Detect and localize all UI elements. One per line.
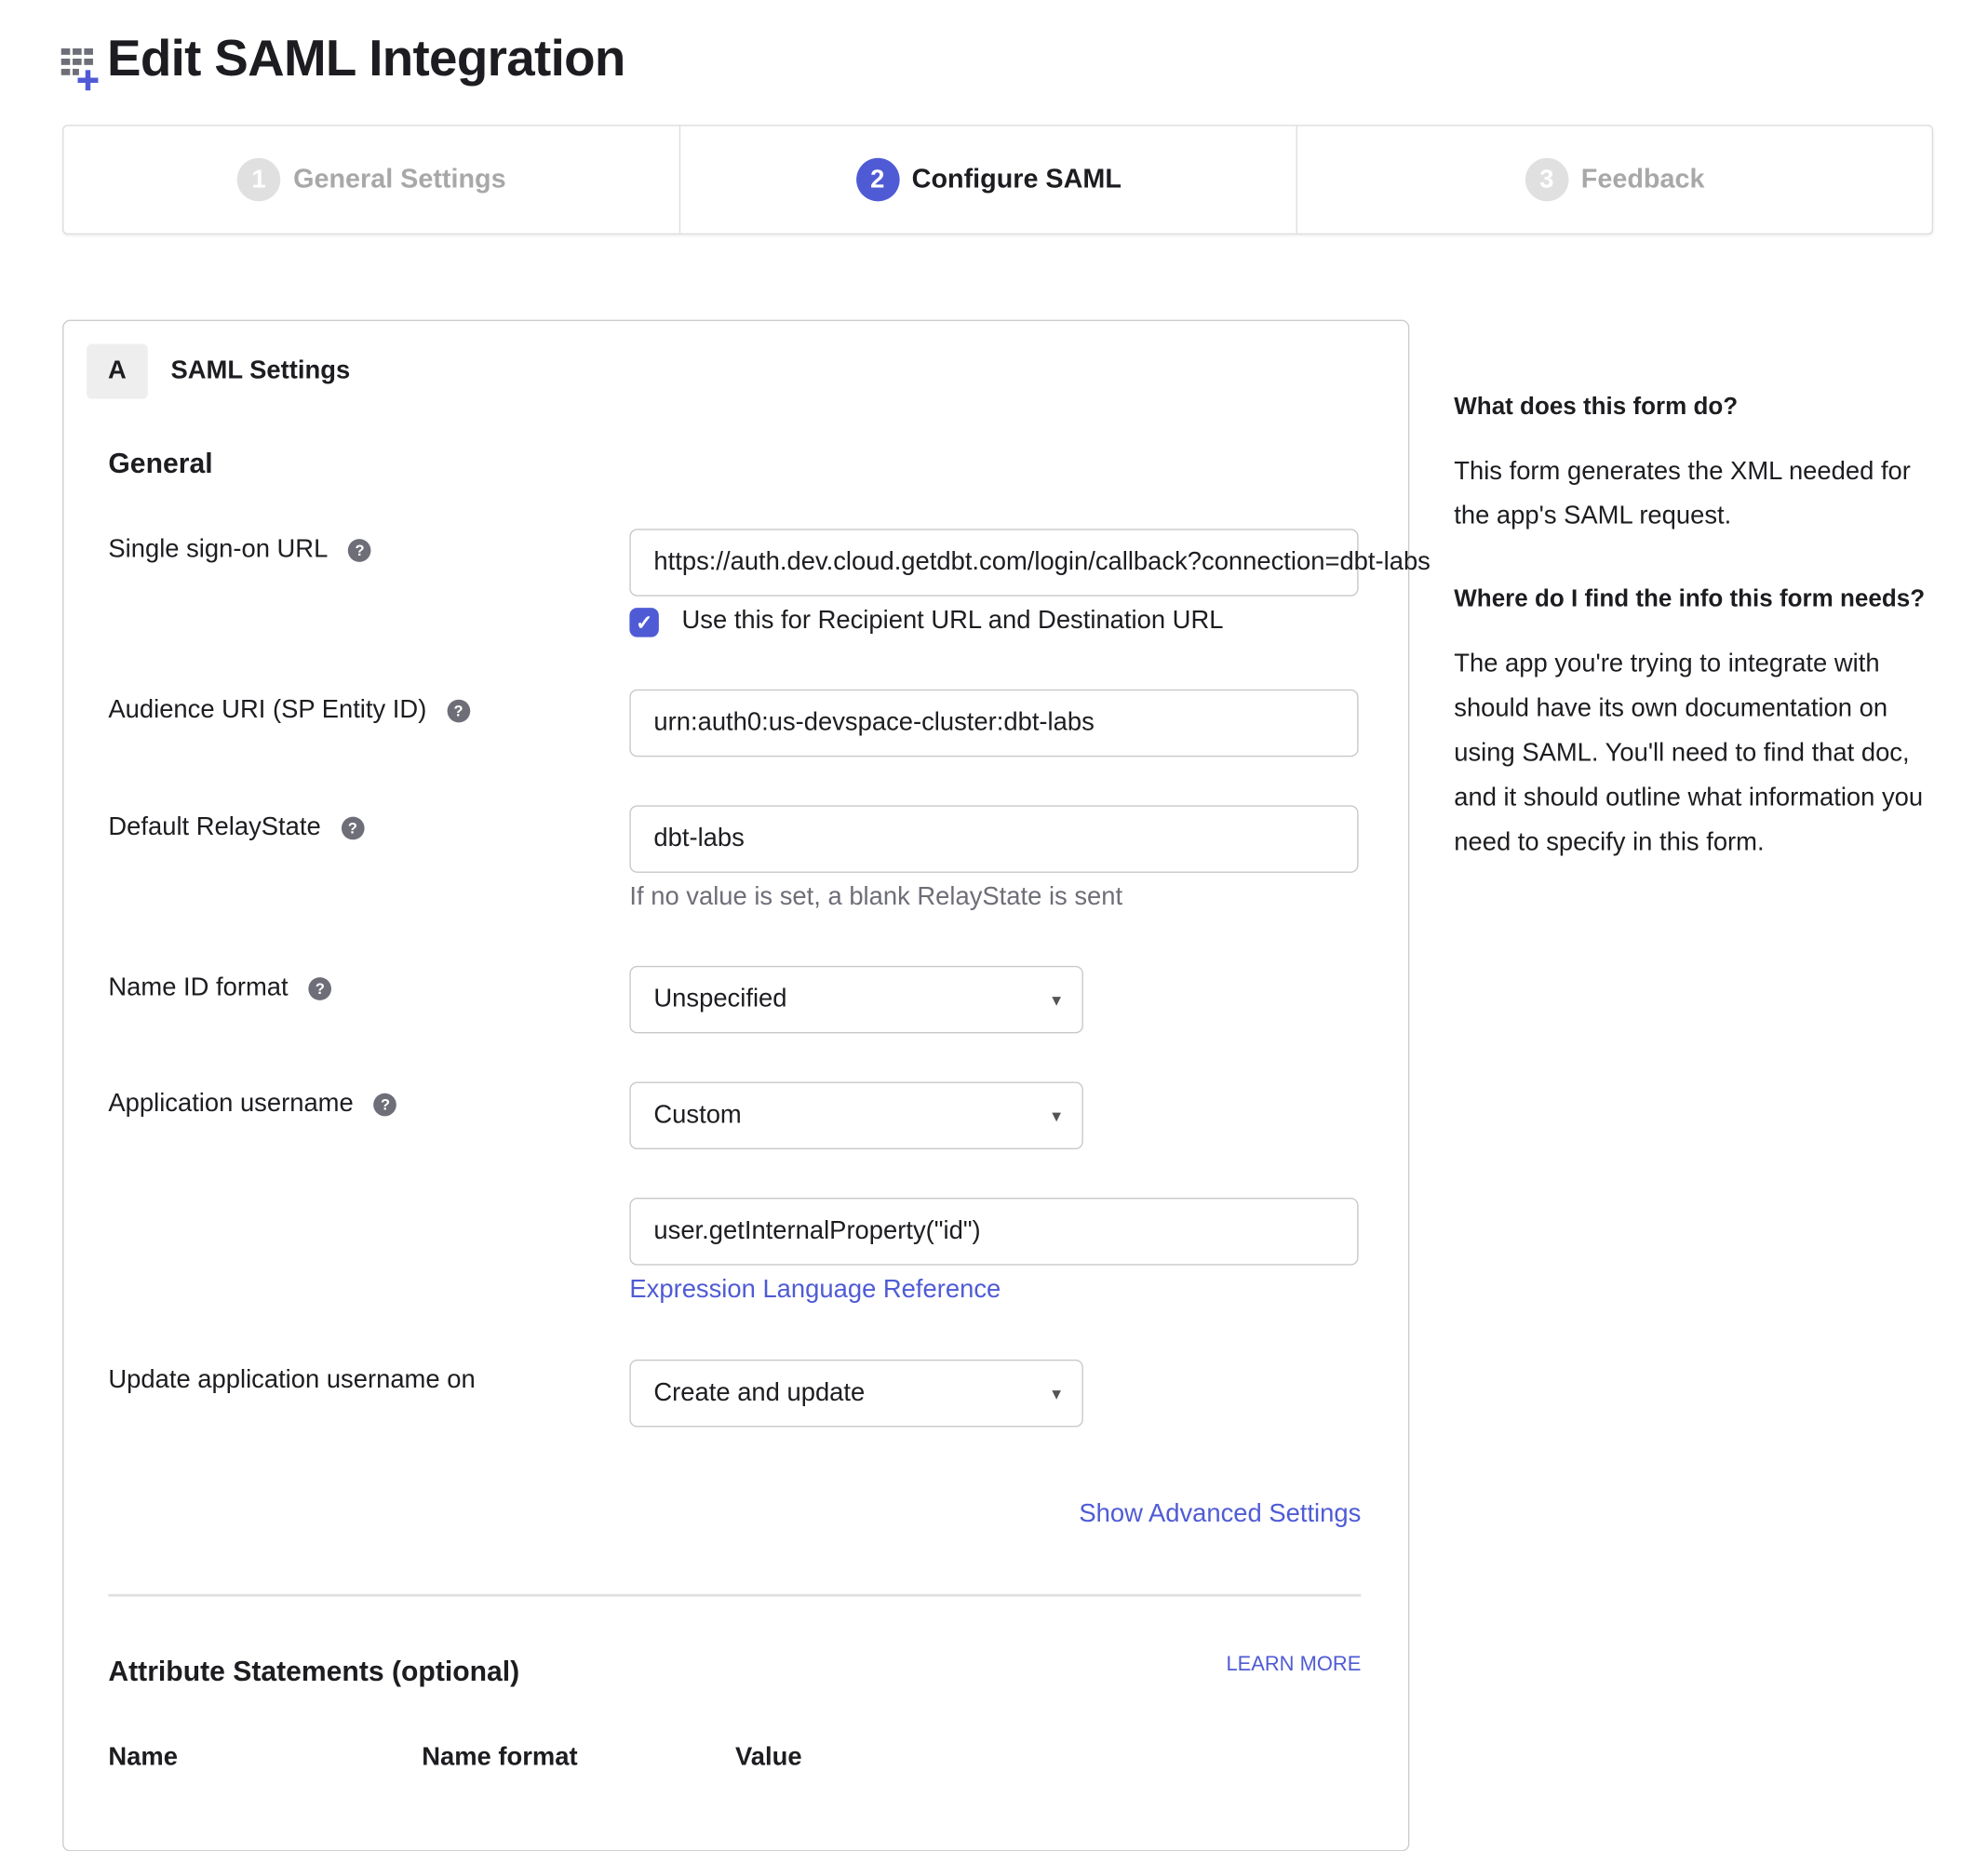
- audience-uri-label: [108, 696, 469, 725]
- help-answer-1: This form generates the XML needed for the app's SAML request.: [1454, 457, 1911, 530]
- step-number: 3: [1525, 158, 1569, 202]
- step-general-settings[interactable]: [63, 127, 680, 234]
- caret-down-icon: ▼: [1049, 1384, 1065, 1402]
- divider: [108, 1594, 1361, 1597]
- input-value: dbt-labs: [653, 824, 745, 852]
- caret-down-icon: ▼: [1049, 990, 1065, 1009]
- help-icon[interactable]: ?: [348, 538, 371, 561]
- step-number: 1: [237, 158, 281, 202]
- help-question-2: Where do I find the info this form needs?: [1454, 585, 1926, 613]
- relay-state-label: [108, 813, 364, 842]
- select-value: Unspecified: [653, 985, 787, 1013]
- section-title: SAML Settings: [170, 356, 351, 385]
- help-icon[interactable]: ?: [342, 816, 365, 839]
- relay-state-hint: If no value is set, a blank RelayState is sent: [629, 882, 1123, 911]
- step-configure-saml[interactable]: [680, 127, 1297, 234]
- input-value: https://auth.dev.cloud.getdbt.com/login/callback?connection=dbt-labs: [653, 547, 1431, 576]
- recipient-url-checkbox-label[interactable]: Use this for Recipient URL and Destination URL: [681, 606, 1224, 635]
- sso-url-input[interactable]: [629, 529, 1431, 597]
- label-text: Application username: [108, 1089, 354, 1118]
- column-header-name: Name: [108, 1743, 178, 1772]
- step-label: Feedback: [1580, 164, 1705, 194]
- select-value: Custom: [653, 1100, 742, 1130]
- update-username-on-label: [108, 1366, 475, 1395]
- audience-uri-input[interactable]: [629, 690, 1358, 758]
- wizard-stepper: [62, 125, 1933, 235]
- label-text: Single sign-on URL: [108, 535, 329, 564]
- label-text: Update application username on: [108, 1365, 476, 1394]
- application-username-select[interactable]: [629, 1081, 1082, 1149]
- help-answer-2: The app you're trying to integrate with should have its own documentation on using SAML. You'll need to find that doc, and it should outline what information you need to specify in this form.: [1454, 650, 1924, 857]
- help-question-1: What does this form do?: [1454, 394, 1739, 421]
- help-icon[interactable]: ?: [309, 976, 332, 999]
- column-header-name-format: Name format: [422, 1743, 578, 1772]
- section-badge: A: [87, 344, 148, 399]
- show-advanced-settings-link[interactable]: Show Advanced Settings: [1079, 1499, 1362, 1528]
- label-text: Name ID format: [108, 973, 289, 1002]
- help-icon[interactable]: ?: [374, 1093, 397, 1116]
- general-heading: General: [108, 447, 213, 479]
- help-icon[interactable]: ?: [447, 699, 470, 722]
- sso-url-label: [108, 535, 371, 564]
- learn-more-link[interactable]: LEARN MORE: [1226, 1654, 1362, 1676]
- column-header-value: Value: [735, 1743, 802, 1772]
- name-id-format-label: [108, 973, 331, 1002]
- app-grid-plus-icon: [61, 48, 102, 92]
- step-label: General Settings: [293, 164, 506, 194]
- application-username-label: [108, 1090, 396, 1119]
- input-value: urn:auth0:us-devspace-cluster:dbt-labs: [653, 708, 1095, 737]
- label-text: Default RelayState: [108, 812, 321, 841]
- label-text: Audience URI (SP Entity ID): [108, 695, 427, 724]
- caret-down-icon: ▼: [1049, 1107, 1065, 1125]
- page-title: Edit SAML Integration: [107, 30, 625, 87]
- relay-state-input[interactable]: [629, 805, 1358, 873]
- select-value: Create and update: [653, 1378, 866, 1407]
- help-sidebar: [1454, 390, 1938, 865]
- step-number: 2: [855, 158, 899, 202]
- attribute-statements-heading: Attribute Statements (optional): [108, 1655, 520, 1687]
- expression-language-reference-link[interactable]: Expression Language Reference: [629, 1275, 1001, 1304]
- check-icon: ✓: [635, 611, 653, 635]
- username-expression-input[interactable]: [629, 1198, 1358, 1266]
- step-label: Configure SAML: [911, 164, 1122, 194]
- recipient-url-checkbox[interactable]: [629, 608, 658, 637]
- step-feedback[interactable]: [1297, 127, 1931, 234]
- input-value: user.getInternalProperty("id"): [653, 1216, 981, 1245]
- update-username-on-select[interactable]: [629, 1360, 1082, 1428]
- name-id-format-select[interactable]: [629, 966, 1082, 1034]
